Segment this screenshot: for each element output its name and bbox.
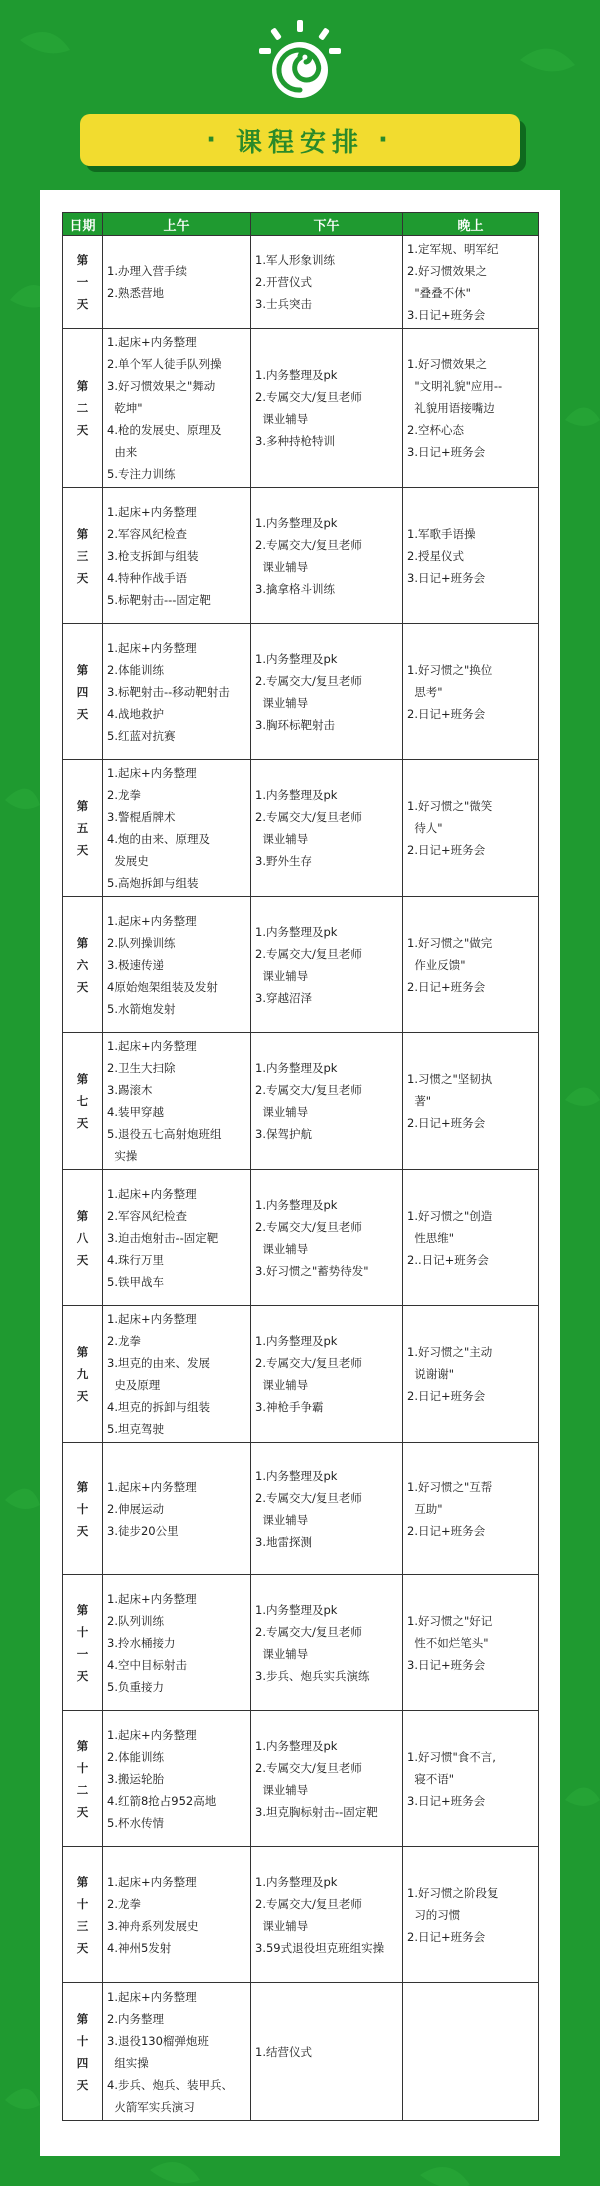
pm-cell [251,897,403,1033]
schedule-item: 2.龙拳 [107,1896,141,1911]
day-cell: 第 十 三 天 [63,1847,103,1983]
am-cell [103,624,251,760]
day-cell: 第 五 天 [63,760,103,897]
schedule-item: 2.专属交大/复旦老师 课业辅导 [255,1219,362,1256]
schedule-item: 3.地雷探测 [255,1534,312,1549]
day-cell: 第 二 天 [63,329,103,488]
eve-cell [403,1575,539,1711]
schedule-item: 3.胸环标靶射击 [255,717,335,732]
schedule-item: 3.擒拿格斗训练 [255,581,335,596]
banner-dot-left: · [206,125,222,155]
schedule-item: 3.野外生存 [255,854,312,868]
schedule-item: 2.伸展运动 [107,1501,164,1516]
pm-cell [251,1847,403,1983]
schedule-item: 1.内务整理及pk [255,1738,338,1753]
schedule-item: 5.专注力训练 [107,467,176,481]
schedule-item: 3.保驾护航 [255,1127,312,1141]
schedule-item: 1.好习惯之"换位 思考" [407,662,493,699]
eve-cell [403,488,539,624]
schedule-item: 3.拎水桶接力 [107,1635,176,1650]
schedule-item: 4.战地救护 [107,706,164,721]
schedule-item: 2.专属交大/复旦老师 课业辅导 [255,810,362,846]
am-cell [103,1170,251,1306]
am-cell [103,760,251,897]
am-cell [103,329,251,488]
schedule-item: 1.好习惯"食不言, 寝不语" [407,1749,496,1786]
schedule-item: 1.好习惯之"做完 作业反馈" [407,935,493,972]
eve-cell [403,1033,539,1170]
schedule-item: 4.炮的由来、原理及 发展史 [107,832,210,868]
table-row [63,897,539,1033]
section-banner [80,114,520,166]
am-cell [103,1711,251,1847]
schedule-item: 3.穿越沼泽 [255,990,312,1005]
pm-cell [251,329,403,488]
schedule-item: 1.好习惯之"主动 说谢谢" [407,1345,493,1381]
schedule-item: 4.空中目标射击 [107,1657,187,1672]
pm-cell [251,760,403,897]
schedule-item: 5.退役五七高射炮班组 实操 [107,1127,222,1163]
am-cell [103,897,251,1033]
day-cell: 第 九 天 [63,1306,103,1443]
schedule-item: 4.枪的发展史、原理及 由来 [107,423,222,459]
schedule-card [40,190,560,2156]
day-cell: 第 七 天 [63,1033,103,1170]
day-cell: 第 四 天 [63,624,103,760]
schedule-item: 1.好习惯之"互帮 互助" [407,1479,493,1516]
pm-cell [251,1033,403,1170]
schedule-item: 1.起床+内务整理 [107,335,197,349]
header-afternoon: 下午 [251,213,403,236]
schedule-item: 1.内务整理及pk [255,515,338,530]
schedule-item: 2.日记+班务会 [407,1929,486,1944]
schedule-item: 2.专属交大/复旦老师 课业辅导 [255,1896,362,1933]
table-row [63,1711,539,1847]
schedule-item: 5.标靶射击---固定靶 [107,592,211,607]
eve-cell [403,329,539,488]
schedule-item: 1.起床+内务整理 [107,1591,197,1606]
schedule-item: 1.起床+内务整理 [107,640,197,655]
schedule-item: 3.徒步20公里 [107,1523,179,1538]
schedule-item: 4.红箭8抢占952高地 [107,1793,217,1808]
schedule-item: 2..日记+班务会 [407,1252,489,1267]
schedule-item: 3.日记+班务会 [407,445,486,459]
table-header-row [63,213,539,236]
schedule-item: 3.神舟系列发展史 [107,1918,199,1933]
schedule-item: 1.起床+内务整理 [107,1727,197,1742]
schedule-item: 2.日记+班务会 [407,1523,486,1538]
schedule-item: 2.授星仪式 [407,548,464,563]
schedule-item: 1.好习惯之"好记 性不如烂笔头" [407,1613,493,1650]
schedule-item: 5.铁甲战车 [107,1274,164,1289]
banner-dot-right: · [378,125,394,155]
schedule-item: 1.起床+内务整理 [107,913,197,928]
schedule-item: 1.内务整理及pk [255,368,338,382]
day-cell: 第 十 天 [63,1443,103,1575]
table-row [63,488,539,624]
schedule-item: 1.定军规、明军纪 [407,242,499,256]
eve-cell [403,624,539,760]
schedule-item: 1.起床+内务整理 [107,1989,197,2004]
schedule-item: 1.起床+内务整理 [107,1312,197,1326]
table-row [63,1170,539,1306]
schedule-item: 1.内务整理及pk [255,1197,338,1212]
table-row [63,329,539,488]
schedule-item: 5.水箭炮发射 [107,1001,176,1016]
schedule-item: 1.好习惯之阶段复 习的习惯 [407,1885,499,1922]
pm-cell [251,1306,403,1443]
am-cell [103,488,251,624]
schedule-item: 3.神枪手争霸 [255,1400,324,1414]
schedule-item: 1.军人形象训练 [255,253,335,267]
schedule-item: 5.坦克驾驶 [107,1422,164,1436]
table-row [63,1983,539,2121]
schedule-item: 2.专属交大/复旦老师 课业辅导 [255,1490,362,1527]
schedule-item: 1.起床+内务整理 [107,1479,197,1494]
schedule-item: 2.专属交大/复旦老师 课业辅导 [255,1083,362,1119]
table-row [63,1306,539,1443]
eve-cell [403,1306,539,1443]
schedule-item: 4.步兵、炮兵、装甲兵、 火箭军实兵演习 [107,2077,233,2114]
eve-cell [403,236,539,329]
schedule-item: 1.起床+内务整理 [107,1039,197,1053]
am-cell [103,1575,251,1711]
header-date: 日期 [63,213,103,236]
schedule-item: 2.专属交大/复旦老师 课业辅导 [255,946,362,983]
schedule-item: 2.体能训练 [107,662,164,677]
schedule-item: 2.日记+班务会 [407,706,486,721]
schedule-item: 2.内务整理 [107,2011,164,2026]
schedule-item: 2.龙拳 [107,788,141,802]
schedule-item: 2.日记+班务会 [407,843,486,857]
schedule-item: 2.体能训练 [107,1749,164,1764]
schedule-item: 3.步兵、炮兵实兵演练 [255,1668,370,1683]
schedule-item: 3.日记+班务会 [407,1793,486,1808]
schedule-item: 3.坦克的由来、发展 史及原理 [107,1356,210,1392]
schedule-item: 3.好习惯效果之"舞动 乾坤" [107,379,216,415]
schedule-item: 2.好习惯效果之 "叠叠不休" [407,264,487,300]
pm-cell [251,624,403,760]
schedule-item: 1.内务整理及pk [255,1334,338,1348]
schedule-item: 2.军容风纪检查 [107,526,187,541]
schedule-item: 1.结营仪式 [255,2044,312,2059]
header-morning: 上午 [103,213,251,236]
schedule-item: 1.办理入营手续 [107,264,187,278]
schedule-item: 1.内务整理及pk [255,1061,338,1075]
day-cell: 第 十 一 天 [63,1575,103,1711]
schedule-item: 5.红蓝对抗赛 [107,728,176,743]
schedule-item: 1.起床+内务整理 [107,766,197,780]
schedule-item: 3.坦克胸标射击--固定靶 [255,1804,378,1819]
schedule-item: 2.专属交大/复旦老师 课业辅导 [255,673,362,710]
schedule-item: 2.龙拳 [107,1334,141,1348]
schedule-item: 1.内务整理及pk [255,924,338,939]
schedule-item: 2.日记+班务会 [407,1116,486,1130]
schedule-item: 1.起床+内务整理 [107,504,197,519]
eve-cell [403,760,539,897]
schedule-item: 3.日记+班务会 [407,308,486,322]
am-cell [103,1847,251,1983]
pm-cell [251,1443,403,1575]
schedule-item: 1.内务整理及pk [255,1602,338,1617]
schedule-item: 3.日记+班务会 [407,1657,486,1672]
schedule-item: 3.日记+班务会 [407,570,486,585]
schedule-item: 2.队列操训练 [107,935,176,950]
schedule-item: 3.59式退役坦克班组实操 [255,1940,385,1955]
banner-title: 课程安排 [235,127,364,158]
schedule-item: 2.熟悉营地 [107,286,164,300]
schedule-item: 1.好习惯之"创造 性思维" [407,1208,493,1245]
schedule-item: 3.警棍盾牌术 [107,810,176,824]
eve-cell [403,1983,539,2121]
schedule-item: 2.日记+班务会 [407,979,486,994]
schedule-item: 3.好习惯之"蓄势待发" [255,1263,369,1278]
schedule-item: 2.专属交大/复旦老师 课业辅导 [255,1356,362,1392]
schedule-item: 1.内务整理及pk [255,1468,338,1483]
table-row [63,1847,539,1983]
table-row [63,1443,539,1575]
schedule-item: 1.内务整理及pk [255,788,338,802]
schedule-item: 1.内务整理及pk [255,1874,338,1889]
schedule-item: 4.坦克的拆卸与组装 [107,1400,210,1414]
schedule-item: 4.珠行万里 [107,1252,164,1267]
pm-cell [251,1575,403,1711]
table-row [63,236,539,329]
schedule-item: 2.空杯心态 [407,423,464,437]
schedule-item: 5.负重接力 [107,1679,164,1694]
schedule-item: 1.起床+内务整理 [107,1186,197,1201]
am-cell [103,1033,251,1170]
schedule-item: 4.装甲穿越 [107,1105,164,1119]
schedule-item: 1.内务整理及pk [255,651,338,666]
schedule-item: 2.专属交大/复旦老师 课业辅导 [255,1760,362,1797]
pm-cell [251,488,403,624]
table-row [63,1033,539,1170]
table-row [63,624,539,760]
day-cell: 第 三 天 [63,488,103,624]
am-cell [103,1306,251,1443]
pm-cell [251,1170,403,1306]
schedule-item: 1.习惯之"坚韧执 著" [407,1072,493,1108]
schedule-item: 3.迫击炮射击--固定靶 [107,1230,219,1245]
schedule-item: 3.极速传递 [107,957,164,972]
am-cell [103,236,251,329]
schedule-item: 1.军歌手语操 [407,526,476,541]
day-cell: 第 八 天 [63,1170,103,1306]
schedule-item: 1.好习惯效果之 "文明礼貌"应用-- 礼貌用语接嘴边 [407,357,503,415]
eve-cell [403,1711,539,1847]
day-cell: 第 一 天 [63,236,103,329]
schedule-item: 2.专属交大/复旦老师 课业辅导 [255,537,362,574]
eve-cell [403,1170,539,1306]
schedule-item: 2.专属交大/复旦老师 课业辅导 [255,390,362,426]
schedule-item: 3.多种持枪特训 [255,434,335,448]
eve-cell [403,1847,539,1983]
pm-cell [251,1711,403,1847]
day-cell: 第 六 天 [63,897,103,1033]
schedule-item: 1.好习惯之"微笑 待人" [407,799,493,835]
day-cell: 第 十 四 天 [63,1983,103,2121]
swirl-sun-logo-icon [253,20,347,102]
pm-cell [251,236,403,329]
schedule-item: 3.标靶射击--移动靶射击 [107,684,230,699]
schedule-item: 2.专属交大/复旦老师 课业辅导 [255,1624,362,1661]
schedule-table [62,212,539,2121]
am-cell [103,1983,251,2121]
schedule-item: 3.枪支拆卸与组装 [107,548,199,563]
schedule-item: 2.军容风纪检查 [107,1208,187,1223]
pm-cell [251,1983,403,2121]
table-row [63,1575,539,1711]
schedule-item: 5.高炮拆卸与组装 [107,876,199,890]
day-cell: 第 十 二 天 [63,1711,103,1847]
schedule-item: 5.杯水传情 [107,1815,164,1830]
schedule-item: 3.退役130榴弹炮班 组实操 [107,2033,209,2070]
schedule-item: 3.搬运轮胎 [107,1771,164,1786]
eve-cell [403,1443,539,1575]
am-cell [103,1443,251,1575]
schedule-item: 2.日记+班务会 [407,1389,486,1403]
schedule-item: 4.神州5发射 [107,1940,172,1955]
header-evening: 晚上 [403,213,539,236]
eve-cell [403,897,539,1033]
schedule-item: 1.起床+内务整理 [107,1874,197,1889]
schedule-item: 3.士兵突击 [255,297,312,311]
schedule-item: 4原始炮架组装及发射 [107,979,218,994]
schedule-item: 2.卫生大扫除 [107,1061,176,1075]
table-row [63,760,539,897]
schedule-item: 2.队列训练 [107,1613,164,1628]
schedule-item: 2.单个军人徒手队列操 [107,357,222,371]
schedule-item: 3.踢滚木 [107,1083,153,1097]
schedule-item: 2.开营仪式 [255,275,312,289]
schedule-item: 4.特种作战手语 [107,570,187,585]
